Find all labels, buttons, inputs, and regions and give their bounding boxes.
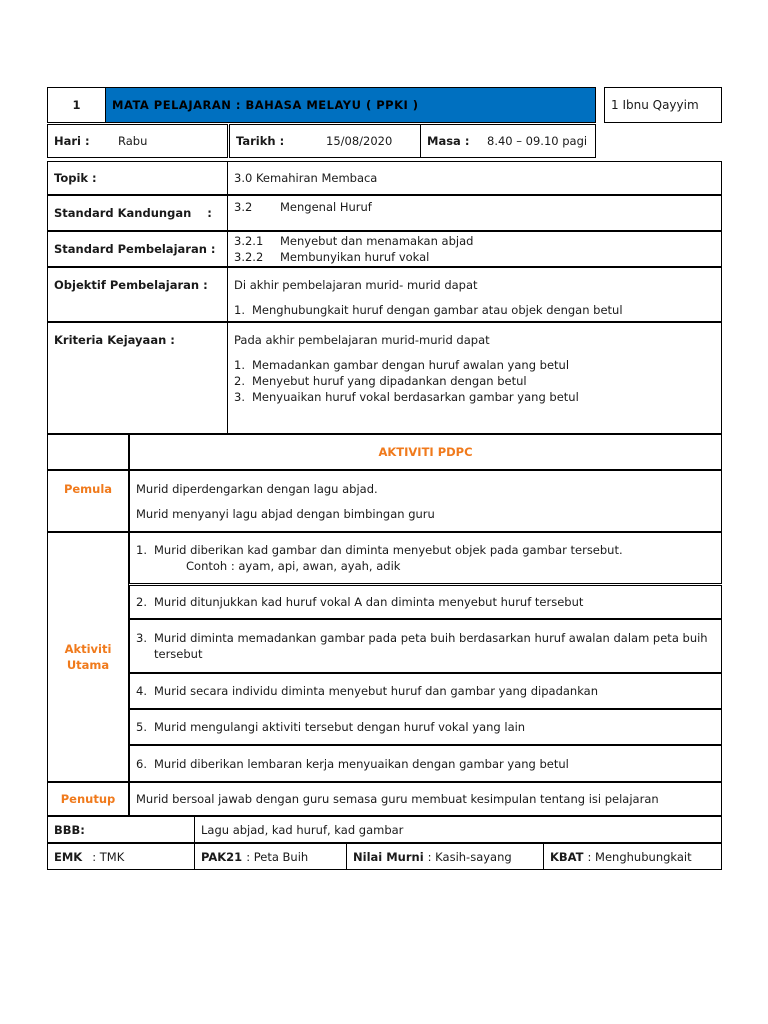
date-value: 15/08/2020	[326, 134, 393, 148]
class-name: 1 Ibnu Qayyim	[604, 87, 722, 123]
main-step-1	[129, 532, 722, 584]
step-number: 3.	[136, 631, 147, 645]
pak21-label: PAK21	[201, 849, 243, 864]
time-cell	[420, 124, 596, 158]
activity-title-blank	[47, 434, 129, 470]
step-example: Contoh : ayam, api, awan, ayah, adik	[186, 559, 401, 573]
day-value: Rabu	[118, 134, 148, 148]
intro-line: Murid diperdengarkan dengan lagu abjad.	[136, 482, 378, 496]
success-criteria-intro: Pada akhir pembelajaran murid-murid dapat	[234, 333, 490, 347]
day-cell	[47, 124, 228, 158]
bbb-label: BBB:	[47, 816, 195, 843]
main-step-4	[129, 673, 722, 709]
step-number: 6.	[136, 756, 147, 771]
step-line	[136, 594, 583, 610]
topic-value: 3.0 Kemahiran Membaca	[227, 161, 722, 195]
step-number: 1.	[136, 543, 147, 557]
content-standard-value-cell	[227, 195, 722, 231]
step-line	[136, 683, 598, 699]
nilai-murni-label: Nilai Murni	[353, 849, 424, 864]
date-cell	[229, 124, 421, 158]
learning-standard-item	[234, 249, 429, 265]
success-criteria-text: Memadankan gambar dengan huruf awalan yang betul	[252, 358, 570, 372]
step-text: Murid diberikan lembaran kerja menyuaikan dengan gambar yang betul	[154, 756, 569, 771]
success-criteria-number: 2.	[234, 374, 245, 388]
learning-standard-code: 3.2.1	[234, 234, 264, 248]
lesson-number: 1	[47, 87, 106, 123]
main-activity-label-line2: Utama	[66, 658, 110, 672]
success-criteria-text: Menyuaikan huruf vokal berdasarkan gambar yang betul	[252, 390, 579, 404]
success-criteria-item	[234, 389, 579, 405]
emk-label: EMK	[54, 849, 83, 864]
success-criteria-label: Kriteria Kejayaan :	[47, 322, 228, 434]
content-standard-colon: :	[207, 206, 212, 220]
step-number: 4.	[136, 684, 147, 698]
main-step-3	[129, 619, 722, 673]
objective-intro: Di akhir pembelajaran murid- murid dapat	[234, 278, 478, 292]
main-step-6	[129, 745, 722, 782]
objective-content	[227, 267, 722, 322]
content-standard-value: Mengenal Huruf	[280, 200, 372, 214]
activity-title: AKTIVITI PDPC	[129, 434, 722, 470]
objective-item-number: 1.	[234, 303, 245, 317]
step-text: Murid secara individu diminta menyebut huruf dan gambar yang dipadankan	[154, 684, 599, 698]
learning-standard-code: 3.2.2	[234, 250, 264, 264]
date-label: Tarikh :	[236, 134, 285, 148]
step-line	[136, 542, 623, 558]
kbat-label: KBAT	[550, 849, 584, 864]
learning-standard-text: Menyebut dan menamakan abjad	[280, 234, 474, 248]
intro-content	[129, 470, 722, 532]
main-activity-label	[47, 532, 129, 782]
emk-cell	[47, 843, 195, 870]
step-text: Murid ditunjukkan kad huruf vokal A dan diminta menyebut huruf tersebut	[154, 595, 584, 609]
success-criteria-item	[234, 373, 527, 389]
step-line	[136, 630, 708, 646]
content-standard-label-cell	[47, 195, 228, 231]
success-criteria-number: 3.	[234, 390, 245, 404]
intro-line: Murid menyanyi lagu abjad dengan bimbingan guru	[136, 507, 435, 521]
kbat-value: : Menghubungkait	[587, 849, 692, 864]
time-label: Masa :	[427, 134, 470, 148]
objective-item	[234, 302, 623, 318]
topic-label: Topik :	[47, 161, 228, 195]
closing-label: Penutup	[47, 782, 129, 816]
intro-label: Pemula	[47, 470, 129, 532]
learning-standard-text: Membunyikan huruf vokal	[280, 250, 430, 264]
kbat-cell	[543, 843, 722, 870]
success-criteria-number: 1.	[234, 358, 245, 372]
learning-standard-label: Standard Pembelajaran :	[47, 231, 228, 267]
content-standard-label: Standard Kandungan	[54, 206, 192, 220]
emk-value: : TMK	[92, 849, 125, 864]
step-text: Murid diberikan kad gambar dan diminta menyebut objek pada gambar tersebut.	[154, 543, 623, 557]
pak21-value: : Peta Buih	[246, 849, 309, 864]
pak21-cell	[194, 843, 347, 870]
step-line	[136, 719, 525, 735]
step-number: 5.	[136, 720, 147, 734]
step-line	[136, 756, 569, 772]
content-standard-code: 3.2	[234, 200, 253, 214]
success-criteria-text: Menyebut huruf yang dipadankan dengan betul	[252, 374, 527, 388]
objective-item-text: Menghubungkait huruf dengan gambar atau objek dengan betul	[252, 303, 623, 317]
subject-title: MATA PELAJARAN : BAHASA MELAYU ( PPKI )	[105, 87, 596, 123]
step-continuation: tersebut	[154, 647, 203, 661]
bbb-value: Lagu abjad, kad huruf, kad gambar	[194, 816, 722, 843]
nilai-murni-cell	[346, 843, 544, 870]
main-step-5	[129, 709, 722, 745]
step-text: Murid mengulangi aktiviti tersebut dengan huruf vokal yang lain	[154, 720, 526, 734]
nilai-murni-value: : Kasih-sayang	[427, 849, 512, 864]
time-value: 8.40 – 09.10 pagi	[487, 134, 588, 148]
day-label: Hari :	[54, 134, 90, 148]
success-criteria-item	[234, 357, 569, 373]
success-criteria-content	[227, 322, 722, 434]
objective-label: Objektif Pembelajaran :	[47, 267, 228, 322]
step-number: 2.	[136, 595, 147, 609]
main-step-2	[129, 585, 722, 619]
closing-text: Murid bersoal jawab dengan guru semasa guru membuat kesimpulan tentang isi pelajaran	[129, 782, 722, 816]
learning-standard-item	[234, 233, 473, 249]
main-activity-label-line1: Aktiviti	[64, 642, 112, 656]
step-text: Murid diminta memadankan gambar pada peta buih berdasarkan huruf awalan dalam peta buih	[154, 631, 708, 645]
learning-standard-list	[227, 231, 722, 267]
